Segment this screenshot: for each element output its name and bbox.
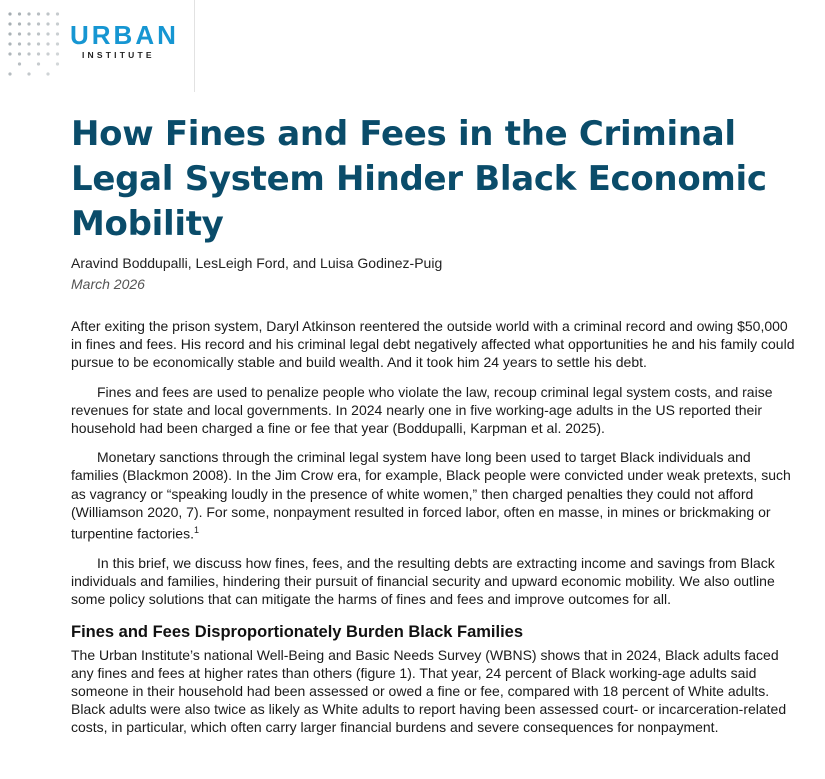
logo-dot	[27, 52, 30, 55]
body-paragraph: In this brief, we discuss how fines, fees, and the resulting debts are extracting income and savings from Black individuals and families, hindering their pursuit of financial security and upward economic mobility. We also outline some policy solutions that can mitigate the harms of fines and fees and improve outcomes for all.	[71, 554, 775, 608]
logo-dot	[56, 22, 59, 25]
logo-dot	[27, 42, 30, 45]
logo-dot	[56, 32, 59, 35]
logo-dot	[37, 12, 40, 15]
logo-wordmark: URBAN	[70, 20, 179, 50]
intro-paragraph: After exiting the prison system, Daryl Atkinson reentered the outside world with a criminal record and owing $50,000 in fines and fees. His record and his criminal legal debt negatively affected what opportunities he and his family could pursue to be economically stable and build wealth. And it took him 24 years to settle his debt.	[71, 318, 795, 371]
article-body	[71, 317, 795, 748]
logo-dot	[56, 42, 59, 45]
logo-dot	[37, 42, 40, 45]
logo-subtitle: INSTITUTE	[82, 50, 155, 60]
logo-dot	[37, 22, 40, 25]
logo-dot	[18, 12, 21, 15]
logo-dot	[8, 22, 11, 25]
logo-dot	[27, 72, 30, 75]
logo-dot-pattern	[0, 0, 70, 92]
logo-dot	[46, 42, 49, 45]
logo-dot	[46, 22, 49, 25]
logo-dot	[37, 32, 40, 35]
section-heading: Fines and Fees Disproportionately Burden Black Families	[71, 622, 524, 641]
urban-institute-logo	[0, 0, 195, 92]
logo-dot	[8, 12, 11, 15]
body-paragraph: Fines and fees are used to penalize people who violate the law, recoup criminal legal system costs, and raise revenues for state and local governments. In 2024 nearly one in five working-age adults in the US reported their household had been charged a fine or fee that year (Boddupalli, Karpman et al. 2025).	[71, 383, 773, 437]
logo-dot	[46, 32, 49, 35]
logo-dot	[8, 32, 11, 35]
logo-dot	[46, 72, 49, 75]
logo-dot	[27, 12, 30, 15]
logo-divider	[194, 0, 195, 92]
logo-dot	[18, 22, 21, 25]
authors: Aravind Boddupalli, LesLeigh Ford, and Luisa Godinez-Puig	[71, 255, 443, 271]
logo-dot	[18, 62, 21, 65]
logo-dot	[56, 12, 59, 15]
logo-dot	[56, 52, 59, 55]
logo-dot	[37, 52, 40, 55]
logo-dot	[18, 52, 21, 55]
logo-dot	[8, 52, 11, 55]
logo-dot	[18, 42, 21, 45]
logo-dot	[56, 62, 59, 65]
footnote-marker[interactable]: 1	[193, 525, 199, 536]
logo-dot	[27, 32, 30, 35]
logo-dot	[8, 72, 11, 75]
logo-dot	[8, 42, 11, 45]
logo-dot	[46, 12, 49, 15]
page-title: How Fines and Fees in the Criminal Legal System Hinder Black Economic Mobility	[71, 114, 767, 244]
logo-dot	[46, 52, 49, 55]
logo-dot	[27, 22, 30, 25]
publication-date: March 2026	[71, 276, 145, 292]
paragraph-text: Monetary sanctions through the criminal legal system have long been used to target Black individuals and families (Blackmon 2008). In the Jim Crow era, for example, Black people were convicted under weak pretexts, such as vagrancy or “speaking loudly in the presence of white women,” then charged penalties they could not afford (Williamson 2020, 7). For some, nonpayment resulted in forced labor, often en masse, in mines or brickmaking or turpentine factories.	[71, 449, 791, 542]
logo-dot	[37, 62, 40, 65]
body-paragraph	[71, 448, 795, 543]
section-paragraph: The Urban Institute’s national Well-Being and Basic Needs Survey (WBNS) shows that in 2024, Black adults faced any fines and fees at higher rates than others (figure 1). That year, 24 percent of Black working-age adults said someone in their household had been assessed or owed a fine or fee, compared with 18 percent of White adults. Black adults were also twice as likely as White adults to report having been assessed court- or incarceration-related costs, in particular, which often carry larger financial burdens and severe consequences for nonpayment.	[71, 646, 787, 736]
logo-dot	[18, 32, 21, 35]
